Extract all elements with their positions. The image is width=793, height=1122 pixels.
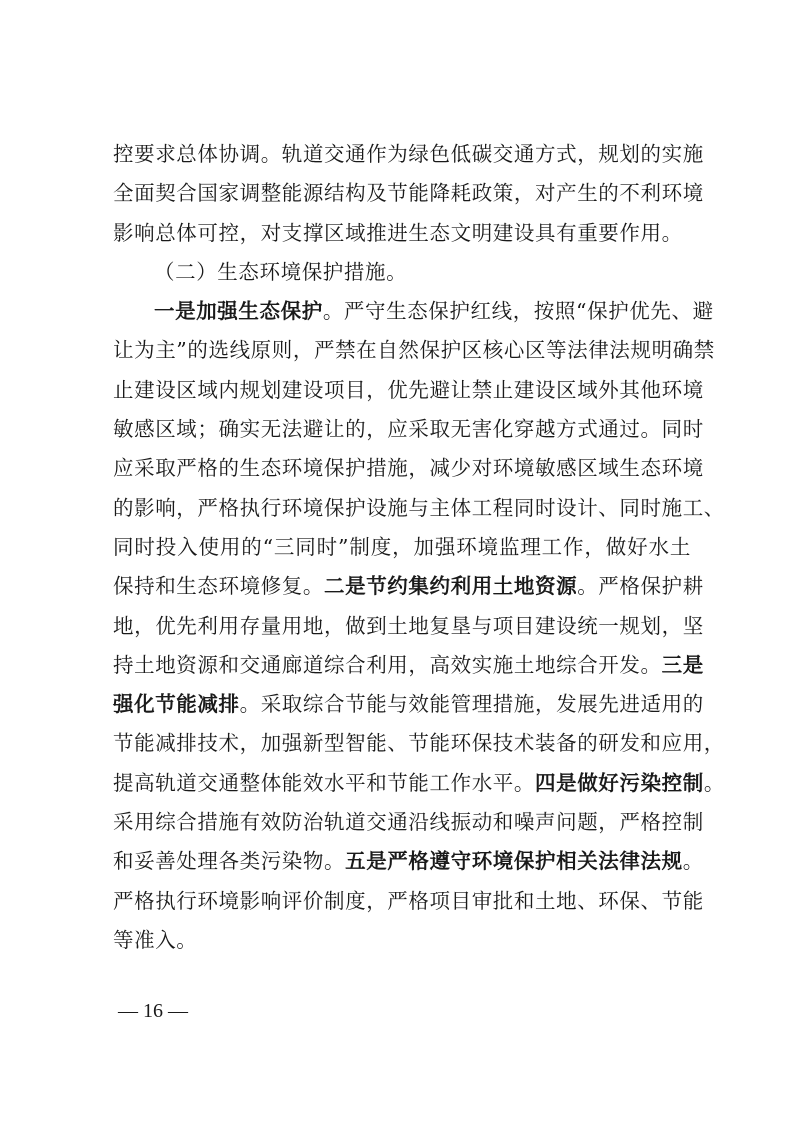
text-run: 敏感区域；确实无法避让的，应采取无害化穿越方式通过。同时	[113, 417, 704, 442]
text-run: 影响总体可控，对支撑区域推进生态文明建设具有重要作用。	[113, 220, 683, 245]
page-number: — 16 —	[118, 1000, 188, 1022]
text-run: 控要求总体协调。轨道交通作为绿色低碳交通方式，规划的实施	[113, 142, 704, 166]
paragraph-line	[113, 489, 725, 528]
text-run: 。采取综合节能与效能管理措施，发展先进适用的	[239, 692, 704, 717]
paragraph-line	[113, 882, 704, 921]
body-text	[113, 135, 725, 960]
paragraph-line	[113, 371, 704, 410]
text-run: 等准入。	[113, 927, 198, 952]
emphasis-run: 一是加强生态保护	[154, 299, 323, 324]
emphasis-run: 二是节约集约利用土地资源	[324, 574, 578, 599]
paragraph-line	[113, 410, 704, 449]
text-run: 的影响，严格执行环境保护设施与主体工程同时设计、同时施工、	[113, 495, 725, 520]
paragraph-line	[113, 331, 715, 370]
text-run: 和妥善处理各类污染物。	[113, 849, 346, 874]
paragraph-line	[113, 803, 704, 842]
text-run: 地，优先利用存量用地，做到土地复垦与项目建设统一规划，坚	[113, 613, 704, 638]
paragraph-line	[113, 646, 704, 685]
text-run: 节能减排技术，加强新型智能、节能环保技术装备的研发和应用，	[113, 731, 725, 756]
section-heading	[113, 253, 691, 292]
text-run: 。	[682, 849, 704, 874]
emphasis-run: 强化节能减排	[113, 692, 240, 717]
text-run: 提高轨道交通整体能效水平和节能工作水平。	[113, 770, 535, 795]
heading-text: （二）生态环境保护措施。	[154, 259, 408, 284]
text-run: 同时投入使用的“三同时”制度，加强环境监理工作，做好水土	[113, 534, 691, 559]
paragraph-line	[113, 764, 725, 803]
paragraph-line	[113, 292, 714, 331]
paragraph-line	[113, 842, 704, 881]
text-run: 止建设区域内规划建设项目，优先避让禁止建设区域外其他环境	[113, 377, 704, 402]
paragraph-line	[113, 567, 704, 606]
paragraph-line	[113, 607, 704, 646]
paragraph-line	[113, 174, 704, 213]
emphasis-run: 五是严格遵守环境保护相关法律法规	[345, 849, 683, 874]
text-run: 保持和生态环境修复。	[113, 574, 324, 599]
text-run: 持土地资源和交通廊道综合利用，高效实施土地综合开发。	[113, 652, 662, 677]
text-run: 全面契合国家调整能源结构及节能降耗政策，对产生的不利环境	[113, 181, 704, 206]
paragraph-line	[113, 921, 691, 960]
paragraph-line	[113, 214, 691, 253]
text-run: 让为主”的选线原则，严禁在自然保护区核心区等法律法规明确禁	[113, 338, 715, 363]
text-run: 。	[703, 770, 725, 795]
emphasis-run: 三是	[661, 652, 704, 677]
paragraph-line	[113, 528, 691, 567]
emphasis-run: 四是做好污染控制	[535, 770, 704, 795]
paragraph-line	[113, 724, 725, 763]
text-run: 严格执行环境影响评价制度，严格项目审批和土地、环保、节能	[113, 888, 704, 913]
text-run: 。严守生态保护红线，按照“保护优先、避	[322, 299, 714, 324]
paragraph-line	[113, 685, 704, 724]
paragraph-line	[113, 449, 704, 488]
paragraph-line	[113, 135, 704, 174]
text-run: 应采取严格的生态环境保护措施，减少对环境敏感区域生态环境	[113, 456, 704, 481]
text-run: 。严格保护耕	[577, 574, 704, 599]
text-run: 采用综合措施有效防治轨道交通沿线振动和噪声问题，严格控制	[113, 810, 704, 835]
